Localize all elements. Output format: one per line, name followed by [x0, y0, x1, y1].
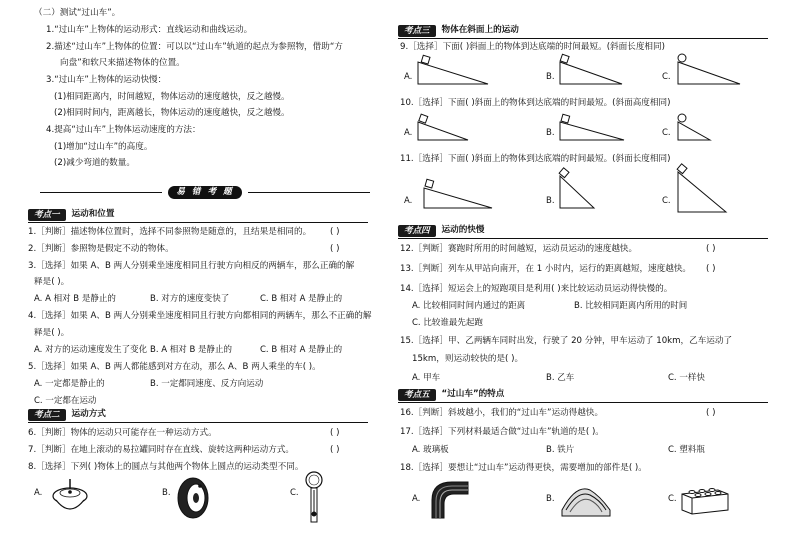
spinning-top-icon — [50, 474, 90, 520]
question: 12.［判断］赛跑时所用的时间越短，运动员运动的速度越快。 — [400, 244, 638, 254]
option-c[interactable]: C. B 相对 A 是静止的 — [260, 345, 343, 355]
question: 9.［选择］下面( )斜面上的物体到达底端的时间最短。(斜面长度相同) — [400, 42, 665, 52]
question: 7.［判断］在地上滚动的易拉罐同时存在直线、旋转这两种运动方式。 — [28, 445, 295, 455]
option-a-label[interactable]: A. — [404, 196, 413, 206]
option-b[interactable]: B. A 相对 B 是静止的 — [150, 345, 232, 355]
option-b[interactable]: B. 一定都同速度、反方向运动 — [150, 379, 264, 389]
answer-blank[interactable]: ( ) — [330, 244, 340, 254]
option-c[interactable]: C. B 相对 A 是静止的 — [260, 294, 343, 304]
section-title: 运动的快慢 — [441, 225, 485, 236]
question: 1.［判断］描述物体位置时，选择不同参照物是随意的，且结果是相同的。 — [28, 227, 312, 237]
incline-with-ball-icon — [674, 112, 714, 142]
question: 11.［选择］下面( )斜面上的物体到达底端的时间最短。(斜面长度相同) — [400, 154, 671, 164]
section-header — [28, 408, 368, 421]
answer-blank[interactable]: ( ) — [330, 445, 340, 455]
intro-line: (1)增加“过山车”的高度。 — [54, 142, 153, 152]
incline-icon — [414, 174, 494, 210]
banner-title: 易 错 考 题 — [168, 186, 241, 199]
option-b[interactable]: B. 乙车 — [546, 373, 575, 383]
section-badge: 考点四 — [398, 225, 436, 237]
answer-blank[interactable]: ( ) — [706, 264, 716, 274]
question: 16.［判断］斜坡越小，我们的“过山车”运动得越快。 — [400, 408, 604, 418]
option-c[interactable]: C. 比较谁最先起跑 — [412, 318, 483, 328]
question: 14.［选择］短运会上的短跑项目是利用( )来比较运动员运动得快慢的。 — [400, 284, 673, 294]
question-cont: 释是( )。 — [34, 328, 70, 338]
intro-line: (1)相同距离内，时间越短，物体运动的速度越快，反之越慢。 — [54, 92, 290, 102]
answer-blank[interactable]: ( ) — [706, 408, 716, 418]
option-a-label[interactable]: A. — [404, 128, 413, 138]
divider — [28, 422, 368, 423]
option-c[interactable]: C. 塑料瓶 — [668, 445, 705, 455]
question: 6.［判断］物体的运动只可能存在一种运动方式。 — [28, 428, 217, 438]
option-a-label[interactable]: A. — [34, 488, 43, 498]
tire-icon — [176, 476, 210, 520]
section-badge: 考点三 — [398, 25, 436, 37]
option-a-label[interactable]: A. — [404, 72, 413, 82]
pendulum-clock-icon — [304, 470, 324, 526]
divider — [398, 402, 768, 403]
intro-line: 4.提高“过山车”上物体运动速度的方法： — [46, 125, 201, 135]
intro-line: 向盘”和软尺来描述物体的位置。 — [60, 58, 185, 68]
banner-easy-mistakes — [40, 186, 370, 199]
curved-track-icon — [428, 478, 472, 520]
section-header — [398, 24, 768, 37]
intro-line: 3.“过山车”上物体的运动快慢： — [46, 75, 167, 85]
question: 4.［选择］如果 A、B 两人分别乘坐速度相同且行驶方向都相同的两辆车，那么不正确的解 — [28, 311, 372, 321]
option-b[interactable]: B. 比较相同距离内所用的时间 — [574, 301, 688, 311]
section-title: 物体在斜面上的运动 — [441, 25, 519, 36]
question: 5.［选择］如果 A、B 两人都能感到对方在动，那么 A、B 两人乘坐的车( )。 — [28, 362, 321, 372]
option-b-label[interactable]: B. — [546, 128, 555, 138]
ramp-track-icon — [560, 480, 612, 520]
question: 2.［判断］参照物是假定不动的物体。 — [28, 244, 174, 254]
option-a-label[interactable]: A. — [412, 494, 421, 504]
divider — [248, 192, 370, 193]
intro-line: 2.描述“过山车”上物体的位置：可以以“过山车”轨道的起点为参照物，借助“方 — [46, 42, 343, 52]
question: 18.［选择］要想让“过山车”运动得更快，需要增加的部件是( )。 — [400, 463, 647, 473]
section-header — [28, 208, 368, 221]
incline-icon — [556, 168, 596, 210]
option-a[interactable]: A. 甲车 — [412, 373, 441, 383]
section-badge: 考点一 — [28, 209, 66, 221]
incline-icon — [414, 112, 470, 142]
option-c[interactable]: C. 一样快 — [668, 373, 705, 383]
option-c-label[interactable]: C. — [668, 494, 677, 504]
option-a[interactable]: A. 一定都是静止的 — [34, 379, 105, 389]
option-b-label[interactable]: B. — [546, 494, 555, 504]
option-c-label[interactable]: C. — [290, 488, 299, 498]
option-a[interactable]: A. A 相对 B 是静止的 — [34, 294, 116, 304]
answer-blank[interactable]: ( ) — [330, 227, 340, 237]
question-cont: 释是( )。 — [34, 277, 70, 287]
option-a[interactable]: A. 玻璃板 — [412, 445, 449, 455]
section-title: 运动和位置 — [71, 209, 115, 220]
question: 10.［选择］下面( )斜面上的物体到达底端的时间最短。(斜面高度相同) — [400, 98, 671, 108]
answer-blank[interactable]: ( ) — [330, 428, 340, 438]
question: 17.［选择］下列材料最适合做“过山车”轨道的是( )。 — [400, 427, 604, 437]
intro-heading: （二）测试“过山车”。 — [34, 8, 121, 18]
intro-line: (2)相同时间内，距离越长，物体运动的速度越快，反之越慢。 — [54, 108, 290, 118]
incline-icon — [556, 54, 626, 86]
option-c-label[interactable]: C. — [662, 196, 671, 206]
incline-icon — [674, 164, 728, 214]
intro-line: (2)减少弯道的数量。 — [54, 158, 135, 168]
divider — [40, 192, 162, 193]
intro-line: 1.“过山车”上物体的运动形式：直线运动和曲线运动。 — [46, 25, 253, 35]
building-brick-icon — [680, 484, 730, 514]
divider — [398, 238, 768, 239]
option-b[interactable]: B. 铁片 — [546, 445, 575, 455]
answer-blank[interactable]: ( ) — [706, 244, 716, 254]
option-c[interactable]: C. 一定都在运动 — [34, 396, 97, 406]
option-b-label[interactable]: B. — [162, 488, 171, 498]
section-title: “过山车”的特点 — [441, 389, 505, 400]
question: 15.［选择］甲、乙两辆车同时出发，行驶了 20 分钟，甲车运动了 10km，乙车运动了 — [400, 336, 733, 346]
divider — [28, 222, 368, 223]
question: 8.［选择］下列( )物体上的圆点与其他两个物体上圆点的运动类型不同。 — [28, 462, 304, 472]
option-c-label[interactable]: C. — [662, 72, 671, 82]
incline-icon — [556, 112, 626, 142]
incline-with-ball-icon — [674, 54, 744, 86]
section-header — [398, 388, 768, 401]
question: 3.［选择］如果 A、B 两人分别乘坐速度相同且行驶方向相反的两辆车，那么正确的解 — [28, 261, 355, 271]
section-badge: 考点五 — [398, 389, 436, 401]
option-a[interactable]: A. 比较相同时间内通过的距离 — [412, 301, 526, 311]
option-b[interactable]: B. 对方的速度变快了 — [150, 294, 230, 304]
question: 13.［判断］列车从甲站向南开，在 1 小时内，运行的距离越短，速度越快。 — [400, 264, 692, 274]
incline-icon — [414, 54, 490, 86]
option-b-label[interactable]: B. — [546, 72, 555, 82]
option-b-label[interactable]: B. — [546, 196, 555, 206]
divider — [398, 38, 768, 39]
option-c-label[interactable]: C. — [662, 128, 671, 138]
section-header — [398, 224, 768, 237]
section-badge: 考点二 — [28, 409, 66, 421]
option-a[interactable]: A. 对方的运动速度发生了变化 — [34, 345, 148, 355]
section-title: 运动方式 — [71, 409, 106, 420]
question-cont: 15km，则运动较快的是( )。 — [412, 354, 524, 364]
